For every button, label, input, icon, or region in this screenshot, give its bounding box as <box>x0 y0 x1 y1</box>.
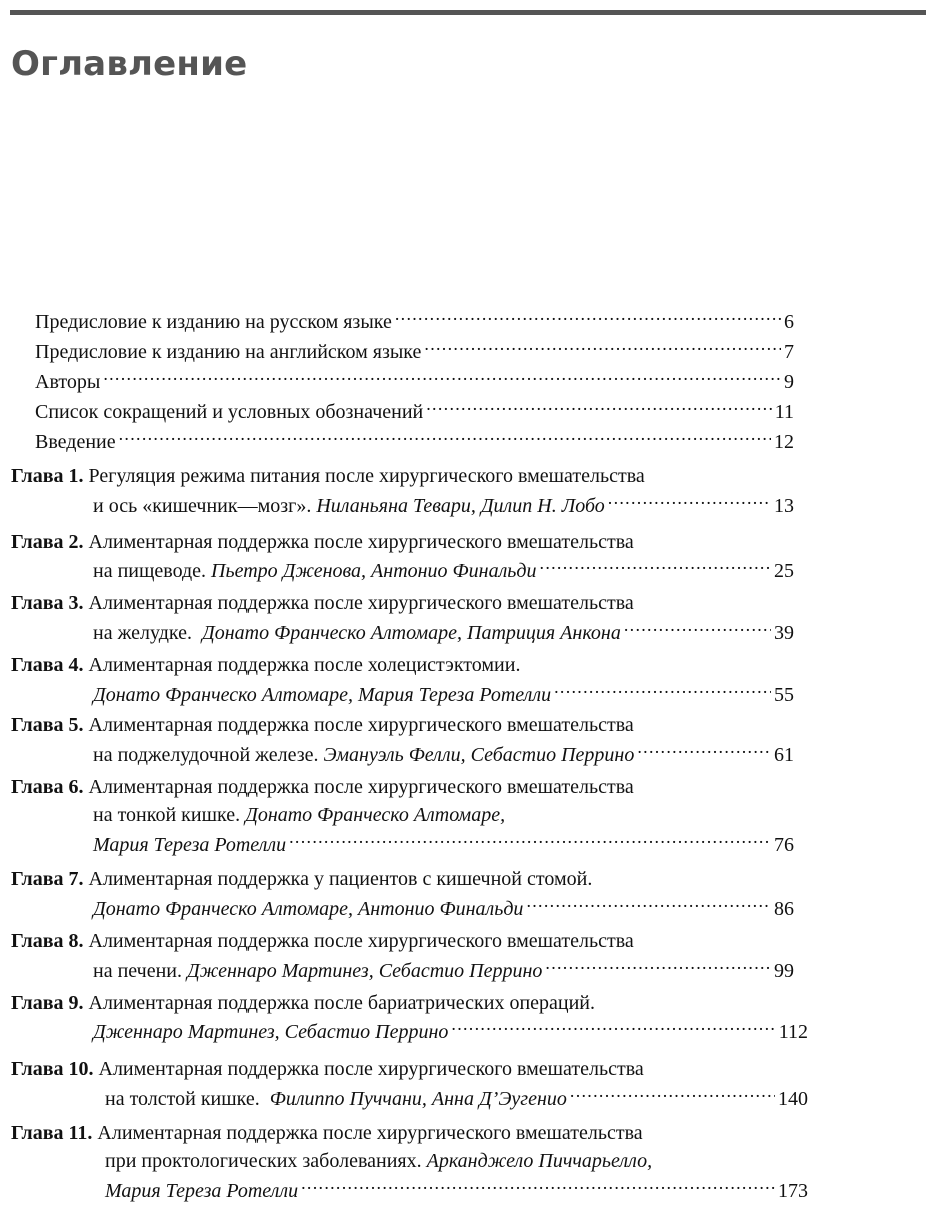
dot-leader <box>451 1018 775 1038</box>
dot-leader <box>570 1085 775 1105</box>
chapter-label: Глава 8. <box>11 930 84 952</box>
chapter-label: Глава 3. <box>11 592 84 614</box>
chapter-page: 13 <box>774 495 794 517</box>
toc-entry-introduction[interactable] <box>35 428 794 454</box>
chapter-authors: Донато Франческо Алтомаре, Антонио Финальди <box>93 898 524 920</box>
chapter-label: Глава 5. <box>11 714 84 736</box>
chapter-title: Алиментарная поддержка после холецистэктомии. <box>88 654 521 676</box>
dot-leader <box>119 428 771 448</box>
dot-leader <box>289 831 771 851</box>
chapter-label: Глава 9. <box>11 992 84 1014</box>
chapter-title-cont: на толстой кишке. <box>105 1088 260 1110</box>
entry-title: Предисловие к изданию на английском языке <box>35 341 422 363</box>
chapter-authors: Эмануэль Фелли, Себастио Перрино <box>323 744 635 766</box>
dot-leader <box>395 308 781 328</box>
entry-page: 9 <box>784 371 794 393</box>
chapter-title: Алиментарная поддержка после хирургического вмешательства <box>98 1058 644 1080</box>
chapter-label: Глава 10. <box>11 1058 94 1080</box>
chapter-title-cont: на печени. <box>93 960 183 982</box>
chapter-authors: Донато Франческо Алтомаре, <box>245 804 506 826</box>
dot-leader <box>103 368 781 388</box>
chapter-label: Глава 4. <box>11 654 84 676</box>
chapter-title: Регуляция режима питания после хирургического вмешательства <box>88 465 645 487</box>
chapter-page: 61 <box>774 744 794 766</box>
chapter-title-cont: и ось «кишечник—мозг». <box>93 495 312 517</box>
chapter-title-cont: на пищеводе. <box>93 560 207 582</box>
chapter-title: Алиментарная поддержка после хирургического вмешательства <box>88 592 634 614</box>
chapter-title-cont: на поджелудочной железе. <box>93 744 319 766</box>
chapter-authors-cont: Мария Тереза Ротелли <box>93 834 287 856</box>
dot-leader <box>526 895 771 915</box>
top-rule <box>10 10 926 15</box>
chapter-label: Глава 11. <box>11 1122 93 1144</box>
chapter-page: 112 <box>778 1021 808 1043</box>
chapter-title: Алиментарная поддержка после хирургического вмешательства <box>88 930 634 952</box>
chapter-page: 173 <box>778 1180 808 1202</box>
chapter-title: Алиментарная поддержка после хирургического вмешательства <box>97 1122 643 1144</box>
chapter-page: 25 <box>774 560 794 582</box>
chapter-authors: Дженнаро Мартинез, Себастио Перрино <box>93 1021 449 1043</box>
chapter-title-cont: на тонкой кишке. <box>93 804 241 826</box>
dot-leader <box>424 338 781 358</box>
dot-leader <box>301 1177 775 1197</box>
dot-leader <box>540 557 771 577</box>
chapter-page: 55 <box>774 684 794 706</box>
dot-leader <box>545 957 771 977</box>
toc-entry-preface-english[interactable] <box>35 338 794 364</box>
entry-page: 11 <box>774 401 794 423</box>
page-title: Оглавление <box>11 44 248 84</box>
entry-title: Введение <box>35 431 116 453</box>
entry-page: 7 <box>784 341 794 363</box>
entry-title: Авторы <box>35 371 101 393</box>
chapter-authors: Дженнаро Мартинез, Себастио Перрино <box>187 960 543 982</box>
toc-entry-abbreviations[interactable] <box>35 398 794 424</box>
chapter-authors-cont: Мария Тереза Ротелли <box>105 1180 299 1202</box>
chapter-label: Глава 7. <box>11 868 84 890</box>
chapter-authors: Ниланьяна Тевари, Дилип Н. Лобо <box>316 495 605 517</box>
chapter-title-cont: при проктологических заболеваниях. <box>105 1150 422 1172</box>
chapter-label: Глава 2. <box>11 531 84 553</box>
chapter-authors: Арканджело Пиччарьелло, <box>426 1150 653 1172</box>
dot-leader <box>554 681 771 701</box>
chapter-title: Алиментарная поддержка после хирургического вмешательства <box>88 531 634 553</box>
chapter-authors: Донато Франческо Алтомаре, Мария Тереза Ротелли <box>93 684 552 706</box>
dot-leader <box>426 398 771 418</box>
entry-page: 12 <box>774 431 794 453</box>
dot-leader <box>608 492 771 512</box>
chapter-label: Глава 6. <box>11 776 84 798</box>
chapter-authors: Пьетро Дженова, Антонио Финальди <box>211 560 537 582</box>
chapter-title: Алиментарная поддержка после бариатрических операций. <box>88 992 596 1014</box>
chapter-label: Глава 1. <box>11 465 84 487</box>
chapter-title-cont: на желудке. <box>93 622 193 644</box>
chapter-title: Алиментарная поддержка у пациентов с кишечной стомой. <box>88 868 593 890</box>
toc-entry-preface-russian[interactable] <box>35 308 794 334</box>
chapter-title: Алиментарная поддержка после хирургического вмешательства <box>88 776 634 798</box>
chapter-authors: Донато Франческо Алтомаре, Патриция Анкона <box>202 622 621 644</box>
chapter-authors: Филиппо Пуччани, Анна Д’Эугенио <box>269 1088 567 1110</box>
toc-entry-authors[interactable] <box>35 368 794 394</box>
chapter-title: Алиментарная поддержка после хирургического вмешательства <box>88 714 634 736</box>
entry-title: Предисловие к изданию на русском языке <box>35 311 392 333</box>
entry-title: Список сокращений и условных обозначений <box>35 401 424 423</box>
chapter-page: 86 <box>774 898 794 920</box>
chapter-page: 39 <box>774 622 794 644</box>
entry-page: 6 <box>784 311 794 333</box>
dot-leader <box>637 741 771 761</box>
dot-leader <box>624 619 771 639</box>
chapter-page: 99 <box>774 960 794 982</box>
chapter-page: 140 <box>778 1088 808 1110</box>
chapter-page: 76 <box>774 834 794 856</box>
